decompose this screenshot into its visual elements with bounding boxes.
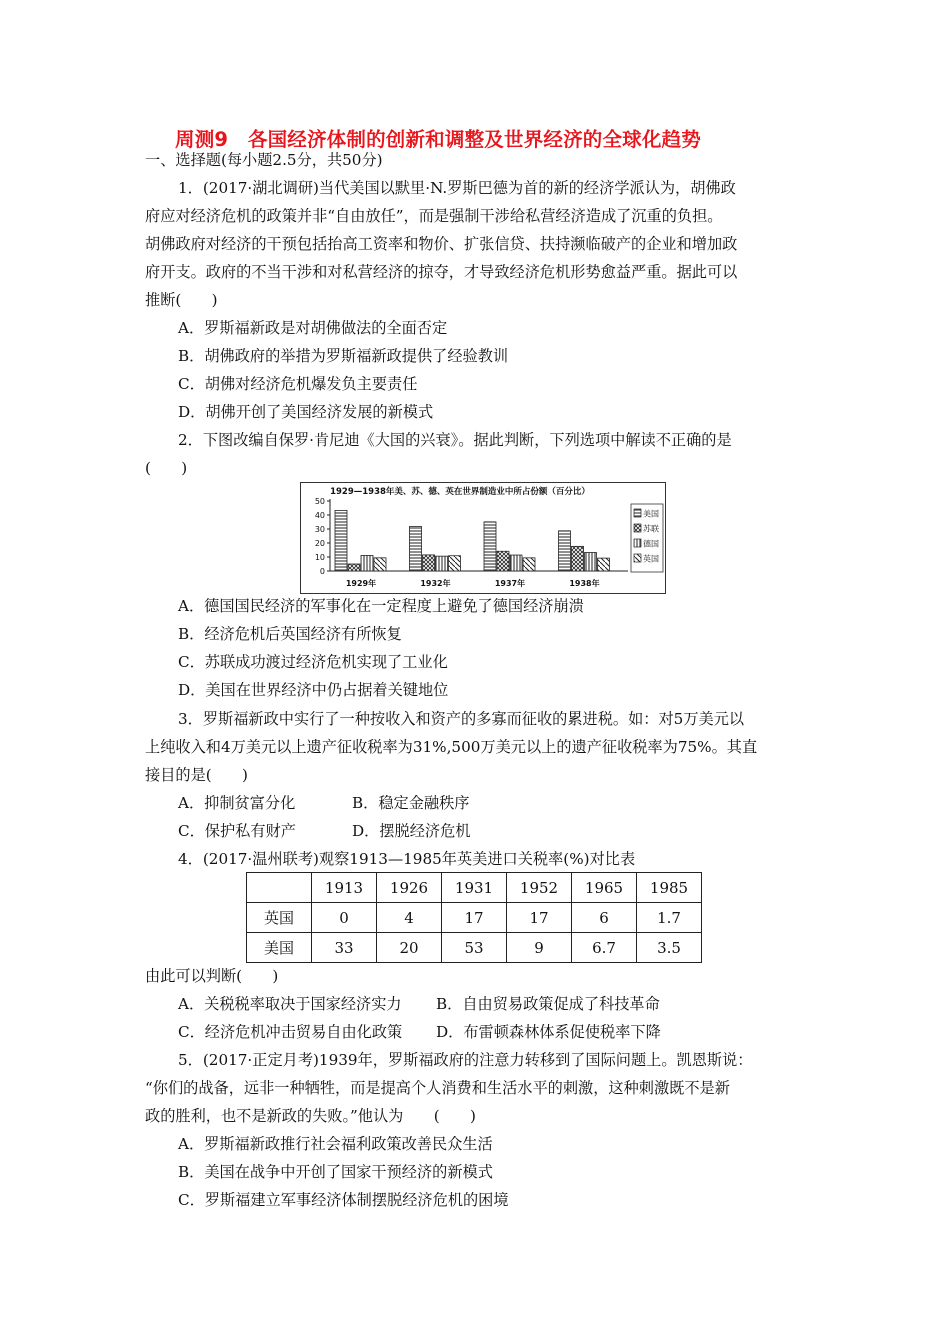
table-row [247,933,702,963]
bar-德国-1932年 [436,556,448,571]
q2-option-b: B．经济危机后英国经济有所恢复 [178,625,402,643]
q1-option-b: B．胡佛政府的举措为罗斯福新政提供了经验教训 [178,347,509,365]
q1-option-d: D．胡佛开创了美国经济发展的新模式 [178,403,434,421]
q5-option-b: B．美国在战争中开创了国家干预经济的新模式 [178,1163,493,1181]
legend-label: 苏联 [643,524,659,534]
section-heading: 一、选择题(每小题2.5分，共50分) [145,151,383,169]
x-tick-label: 1929年 [345,579,377,588]
q5-line: 5．(2017·正定月考)1939年，罗斯福政府的注意力转移到了国际问题上。凯恩斯说： [178,1051,753,1069]
table-header-row [247,873,702,903]
q4-prompt: 由此可以判断( ) [145,967,279,985]
q4-option-c: C．经济危机冲击贸易自由化政策 [178,1023,403,1041]
q2-line: 2．下图改编自保罗·肯尼迪《大国的兴衰》。据此判断，下列选项中解读不正确的是 [178,431,732,449]
q1-line: 1．(2017·湖北调研)当代美国以默里·N.罗斯巴德为首的新的经济学派认为，胡佛政 [178,179,736,197]
table-cell: 1.7 [637,903,702,933]
bar-苏联-1932年 [423,555,435,571]
x-tick-label: 1938年 [569,579,600,588]
q3-option-d: D．摆脱经济危机 [352,822,471,840]
table-cell [247,873,312,903]
bar-美国-1938年 [559,531,571,571]
q1-option-a: A．罗斯福新政是对胡佛做法的全面否定 [178,319,448,337]
table-cell: 33 [312,933,377,963]
bar-德国-1938年 [585,553,597,571]
q3-option-a: A．抑制贫富分化 [178,794,296,812]
table-cell: 3.5 [637,933,702,963]
q5-option-a: A．罗斯福新政推行社会福利政策改善民众生活 [178,1135,493,1153]
table-cell: 17 [507,903,572,933]
q4-option-d: D．布雷顿森林体系促使税率下降 [436,1023,661,1041]
table-cell: 6 [572,903,637,933]
bar-英国-1937年 [523,558,535,571]
tariff-table [246,872,702,963]
q5-option-c: C．罗斯福建立军事经济体制摆脱经济危机的困境 [178,1191,509,1209]
q1-line: 府应对经济危机的政策并非“自由放任”，而是强制干涉给私营经济造成了沉重的负担。 [145,207,723,225]
table-cell: 17 [442,903,507,933]
table-cell: 1931 [442,873,507,903]
q1-line: 胡佛政府对经济的干预包括抬高工资率和物价、扩张信贷、扶持濒临破产的企业和增加政 [145,235,738,253]
q2-option-a: A．德国国民经济的军事化在一定程度上避免了德国经济崩溃 [178,597,584,615]
y-tick-label: 50 [314,497,325,506]
y-tick-label: 0 [319,567,325,576]
x-tick-label: 1937年 [494,579,526,588]
q3-line: 上纯收入和4万美元以上遗产征收税率为31%,500万美元以上的遗产征收税率为75%。其直 [145,738,758,756]
x-tick-label: 1932年 [420,579,451,588]
q4-option-b: B．自由贸易政策促成了科技革命 [436,995,660,1013]
legend-swatch [634,539,641,547]
bar-美国-1937年 [484,522,496,571]
y-tick-label: 40 [314,511,325,520]
table-cell: 1985 [637,873,702,903]
q1-option-c: C．胡佛对经济危机爆发负主要责任 [178,375,418,393]
q3-line: 3．罗斯福新政中实行了一种按收入和资产的多寡而征收的累进税。如：对5万美元以 [178,710,745,728]
y-tick-label: 30 [314,525,325,534]
table-cell: 美国 [247,933,312,963]
table-cell: 53 [442,933,507,963]
table-cell: 1913 [312,873,377,903]
chart-title: 1929—1938年美、苏、德、英在世界制造业中所占份额（百分比） [330,487,590,497]
legend-swatch [634,524,641,532]
table-cell: 英国 [247,903,312,933]
q1-line: 推断( ) [145,291,218,309]
q2-option-d: D．美国在世界经济中仍占据着关键地位 [178,681,449,699]
legend-label: 德国 [643,539,659,549]
table-cell: 4 [377,903,442,933]
bar-英国-1938年 [598,558,610,571]
legend-label: 英国 [643,554,659,564]
legend-label: 美国 [643,509,659,519]
legend-swatch [634,509,641,517]
bar-苏联-1937年 [497,551,509,571]
bar-苏联-1929年 [348,564,360,571]
manufacturing-share-chart [300,482,666,594]
bar-德国-1929年 [361,555,373,571]
bar-德国-1937年 [510,555,522,571]
q4-line: 4．(2017·温州联考)观察1913—1985年英美进口关税率(%)对比表 [178,850,636,868]
table-cell: 1965 [572,873,637,903]
q3-option-b: B．稳定金融秩序 [352,794,470,812]
table-cell: 9 [507,933,572,963]
q2-line: ( ) [145,459,188,477]
y-tick-label: 20 [314,539,325,548]
table-cell: 0 [312,903,377,933]
bar-美国-1932年 [410,526,422,571]
q5-line: 政的胜利，也不是新政的失败。”他认为 ( ) [145,1107,476,1125]
table-cell: 20 [377,933,442,963]
bar-美国-1929年 [335,510,347,571]
bar-英国-1929年 [374,558,386,571]
q3-line: 接目的是( ) [145,766,248,784]
q4-option-a: A．关税税率取决于国家经济实力 [178,995,402,1013]
page-title: 周测9 各国经济体制的创新和调整及世界经济的全球化趋势 [175,128,701,151]
y-tick-label: 10 [314,553,325,562]
table-cell: 6.7 [572,933,637,963]
q2-option-c: C．苏联成功渡过经济危机实现了工业化 [178,653,448,671]
q3-option-c: C．保护私有财产 [178,822,296,840]
legend-swatch [634,554,641,562]
table-row [247,903,702,933]
q1-line: 府开支。政府的不当干涉和对私营经济的掠夺，才导致经济危机形势愈益严重。据此可以 [145,263,738,281]
table-cell: 1952 [507,873,572,903]
bar-英国-1932年 [449,556,461,571]
q5-line: “你们的战备，远非一种牺牲，而是提高个人消费和生活水平的刺激，这种刺激既不是新 [145,1079,730,1097]
bar-苏联-1938年 [572,546,584,571]
table-cell: 1926 [377,873,442,903]
